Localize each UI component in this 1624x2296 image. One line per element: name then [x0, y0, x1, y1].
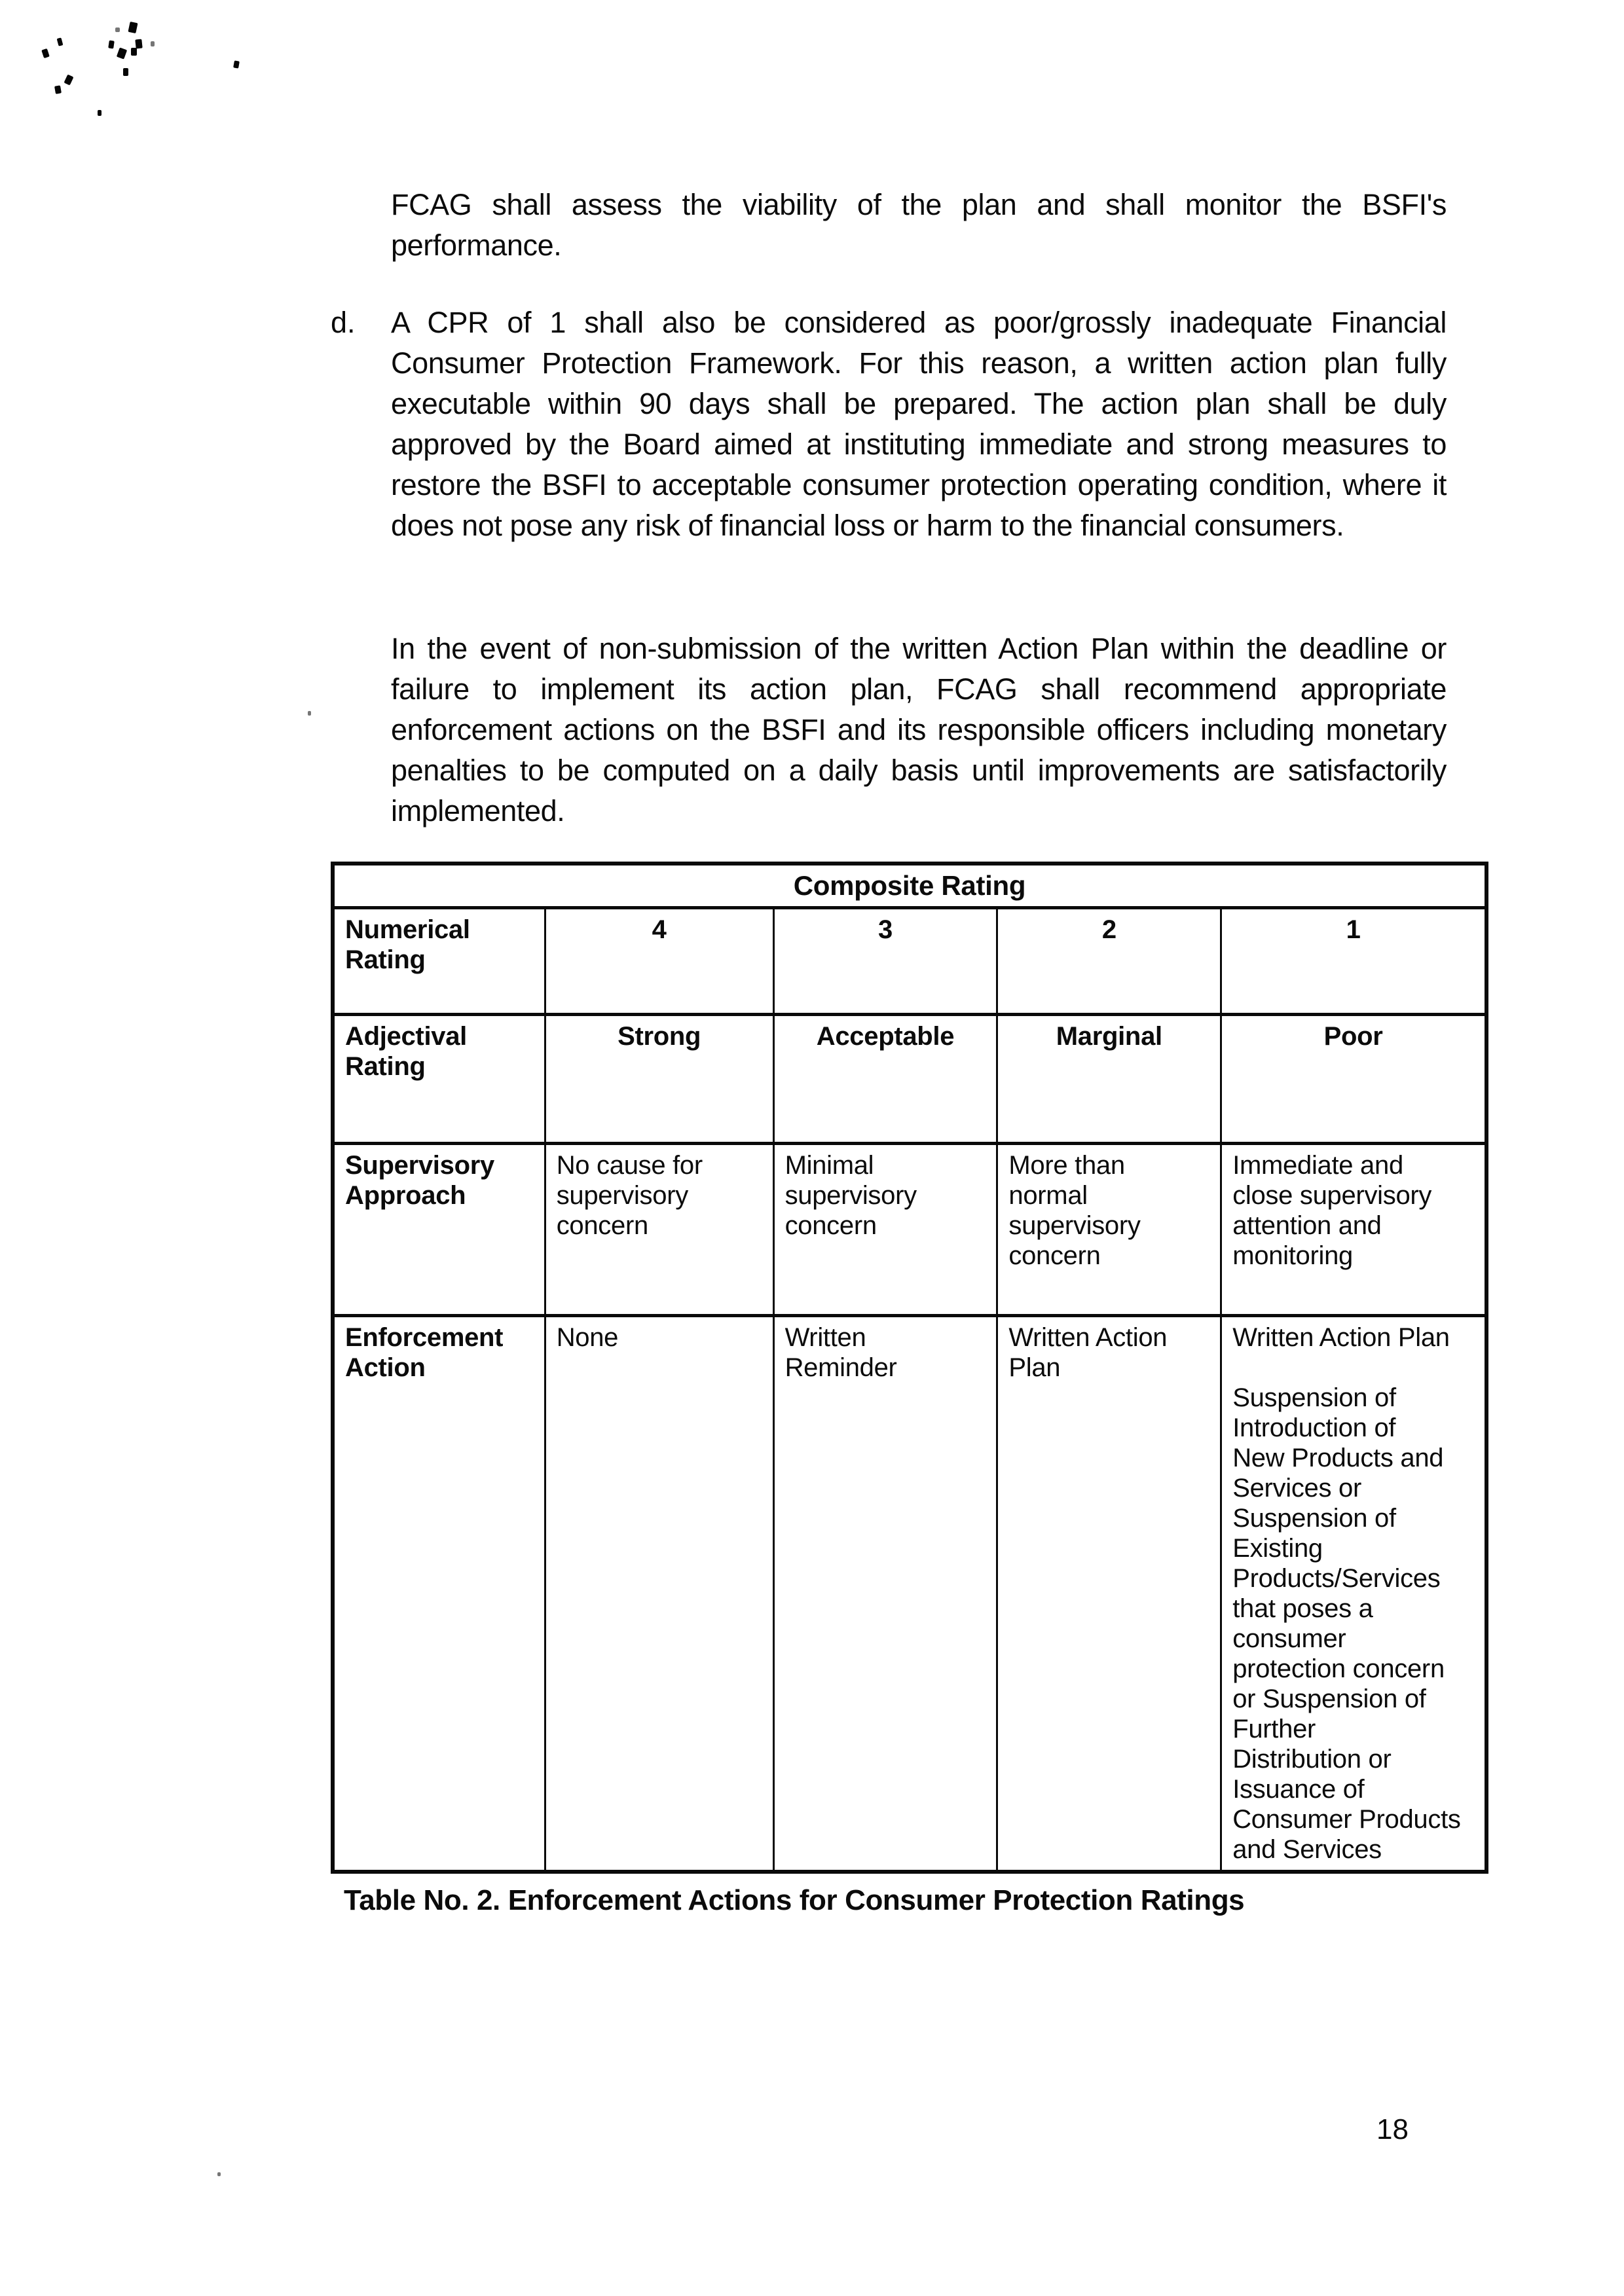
scan-speckle [57, 37, 64, 46]
cell-numerical-3: 3 [773, 908, 997, 1015]
scan-speckle [123, 68, 128, 76]
cell-adjectival-poor: Poor [1221, 1015, 1486, 1144]
paragraph-fcag-monitoring: FCAG shall assess the viability of the plan and shall monitor the BSFI's performance. [391, 188, 1447, 262]
scan-speckle [135, 39, 142, 49]
cell-numerical-1: 1 [1221, 908, 1486, 1015]
page-number: 18 [1376, 2113, 1409, 2145]
scan-speckle [308, 711, 311, 716]
scan-speckle [233, 60, 240, 68]
scan-speckle [117, 47, 127, 59]
cell-enforcement-2: Written Action Plan [997, 1316, 1221, 1872]
row-header-supervisory-approach: Supervisory Approach [333, 1144, 545, 1316]
table-caption: Table No. 2. Enforcement Actions for Consumer Protection Ratings [344, 1884, 1245, 1916]
scan-speckle [217, 2172, 221, 2176]
table-row-numerical-rating [333, 908, 1486, 1015]
paragraph-action-plan-followup: In the event of non-submission of the written Action Plan within the deadline or failure to implement its action plan, FCAG shall recommend appropriate enforcement actions on the BSFI and its responsible officers including monetary penalties to be computed on a daily basis until improvements are satisfactorily implemented. [391, 632, 1447, 828]
cell-enforcement-1: Written Action Plan Suspension of Introduction of New Products and Services or Suspension of Existing Products/Services that poses a consumer protection concern or Suspension of Further Distribution or Issuance of Consumer Products and Services [1221, 1316, 1486, 1872]
cell-supervisory-3: Minimal supervisory concern [773, 1144, 997, 1316]
row-header-enforcement-action: Enforcement Action [333, 1316, 545, 1872]
cell-supervisory-4: No cause for supervisory concern [545, 1144, 773, 1316]
paragraph-item-d: A CPR of 1 shall also be considered as poor/grossly inadequate Financial Consumer Protection Framework. For this reason, a written action plan fully executable within 90 days shall be prepared. The action plan shall be duly approved by the Board aimed at instituting immediate and strong measures to restore the BSFI to acceptable consumer protection operating condition, where it does not pose any risk of financial loss or harm to the financial consumers. [391, 306, 1447, 542]
table-title: Composite Rating [333, 864, 1486, 908]
cell-adjectival-marginal: Marginal [997, 1015, 1221, 1144]
cell-enforcement-3: Written Reminder [773, 1316, 997, 1872]
scan-speckle [131, 48, 137, 56]
scan-speckle [98, 110, 101, 116]
table-row-adjectival-rating [333, 1015, 1486, 1144]
ratings-table-block [331, 862, 1488, 1917]
list-marker-d: d. [331, 306, 356, 339]
scan-speckle [108, 41, 115, 49]
scan-speckle [128, 22, 138, 33]
cell-numerical-2: 2 [997, 908, 1221, 1015]
list-item-d [331, 302, 1447, 546]
composite-rating-table [331, 862, 1488, 1874]
scan-speckle [64, 75, 74, 86]
table-title-row [333, 864, 1486, 908]
cell-supervisory-1: Immediate and close supervisory attention and monitoring [1221, 1144, 1486, 1316]
cell-adjectival-strong: Strong [545, 1015, 773, 1144]
row-header-adjectival-rating: Adjectival Rating [333, 1015, 545, 1144]
scan-speckle [151, 41, 155, 46]
table-row-enforcement-action [333, 1316, 1486, 1872]
row-header-numerical-rating: Numerical Rating [333, 908, 545, 1015]
table-row-supervisory-approach [333, 1144, 1486, 1316]
scan-speckle [54, 85, 62, 94]
scan-speckle [41, 48, 50, 58]
scan-speckle [115, 27, 120, 32]
cell-adjectival-acceptable: Acceptable [773, 1015, 997, 1144]
cell-enforcement-4: None [545, 1316, 773, 1872]
cell-supervisory-2: More than normal supervisory concern [997, 1144, 1221, 1316]
cell-numerical-4: 4 [545, 908, 773, 1015]
